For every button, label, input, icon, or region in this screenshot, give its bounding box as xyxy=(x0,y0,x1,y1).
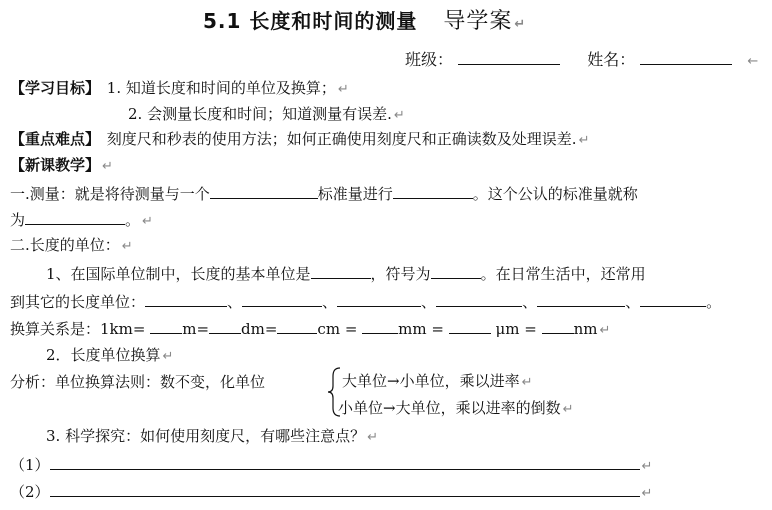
conv-nm: nm xyxy=(573,320,598,338)
conv-m: m= xyxy=(182,320,210,338)
name-blank[interactable] xyxy=(640,48,732,65)
conv-um: μm = xyxy=(495,320,537,338)
key-points-row xyxy=(10,129,589,151)
name-label: 姓名： xyxy=(587,50,636,69)
return-mark: ↵ xyxy=(337,82,349,97)
unit-blank-6[interactable] xyxy=(640,290,706,307)
end-mark: 。 xyxy=(706,293,722,311)
arrow-mark: ← xyxy=(747,54,759,69)
s3-analysis: 分析：单位换算法则：数不变，化单位 xyxy=(10,373,266,391)
s1-text-1: 一.测量：就是将待测量与一个 xyxy=(10,185,210,203)
s4-item-1-label: （1） xyxy=(10,456,50,474)
s4-item-2-blank[interactable] xyxy=(50,480,640,497)
s4-item-2-label: （2） xyxy=(10,483,50,501)
page-title xyxy=(203,8,526,34)
inquiry-heading xyxy=(46,426,378,448)
return-mark: ↵ xyxy=(121,239,133,254)
length-units-heading xyxy=(10,235,133,257)
length-q1-line-1 xyxy=(46,262,646,284)
conv-blank-nm[interactable] xyxy=(542,317,574,334)
rule-1-line xyxy=(342,371,532,393)
title-main: 5.1 长度和时间的测量 xyxy=(203,9,418,33)
return-mark: ↵ xyxy=(578,133,590,148)
s1-blank-1[interactable] xyxy=(210,182,318,199)
s3-rule-1: 大单位→小单位，乘以进率 xyxy=(342,372,520,390)
s2-q1-text-3: 。在日常生活中，还常用 xyxy=(480,265,646,283)
length-q1-line-2 xyxy=(10,290,721,312)
conv-blank-um[interactable] xyxy=(449,317,491,334)
unit-blank-5[interactable] xyxy=(537,290,625,307)
return-mark: ↵ xyxy=(562,402,574,417)
s1-text-5: 。 xyxy=(125,211,141,229)
sep: 、 xyxy=(625,293,641,311)
return-mark: ↵ xyxy=(162,349,174,364)
s4-heading: 3. 科学探究：如何使用刻度尺，有哪些注意点？ xyxy=(46,427,366,445)
measurement-def-line-1 xyxy=(10,182,638,204)
s1-text-4: 为 xyxy=(10,211,26,229)
s1-text-2: 标准量进行 xyxy=(317,185,393,203)
s2-q1-text-4: 到其它的长度单位： xyxy=(10,293,146,311)
return-mark: ↵ xyxy=(641,459,653,474)
key-points-text: 刻度尺和秒表的使用方法；如何正确使用刻度尺和正确读数及处理误差. xyxy=(106,130,577,148)
title-sub: 导学案 xyxy=(443,9,513,34)
goals-label: 【学习目标】 xyxy=(10,79,101,97)
unit-conversion-heading xyxy=(46,345,173,367)
new-lesson-row xyxy=(10,155,113,177)
s2-blank-unit[interactable] xyxy=(311,262,371,279)
sep: 、 xyxy=(421,293,437,311)
return-mark: ↵ xyxy=(142,214,153,229)
return-mark: ↵ xyxy=(521,375,533,390)
s3-heading: 2．长度单位换算 xyxy=(46,346,161,364)
return-mark: ↵ xyxy=(393,108,405,123)
new-lesson-label: 【新课教学】 xyxy=(10,156,101,174)
return-mark: ↵ xyxy=(514,17,527,32)
rule-2-line xyxy=(338,398,573,420)
conv-blank-mm[interactable] xyxy=(362,317,398,334)
return-mark: ↵ xyxy=(641,486,653,501)
return-mark: ↵ xyxy=(367,430,378,445)
goals-row-1 xyxy=(10,78,349,100)
class-blank[interactable] xyxy=(458,48,560,65)
s4-item-1-blank[interactable] xyxy=(50,453,640,470)
conv-blank-dm[interactable] xyxy=(209,317,241,334)
measurement-def-line-2 xyxy=(10,208,153,230)
s1-blank-2[interactable] xyxy=(393,182,473,199)
goal-item-2: 2. 会测量长度和时间；知道测量有误差. xyxy=(128,105,392,123)
conversion-line xyxy=(10,317,610,339)
conv-label: 换算关系是：1km= xyxy=(10,320,146,338)
unit-blank-2[interactable] xyxy=(242,290,322,307)
goals-row-2 xyxy=(128,104,405,126)
inquiry-item-2 xyxy=(10,480,652,502)
return-mark: ↵ xyxy=(102,159,113,174)
s2-blank-symbol[interactable] xyxy=(431,262,481,279)
sep: 、 xyxy=(322,293,338,311)
conv-mm: mm = xyxy=(398,320,444,338)
class-name-row xyxy=(405,48,758,70)
conv-blank-m[interactable] xyxy=(150,317,182,334)
analysis-line xyxy=(10,372,265,394)
s2-q1-text-1: 1、在国际单位制中，长度的基本单位是 xyxy=(46,265,311,283)
conv-cm: cm = xyxy=(317,320,358,338)
s2-q1-text-2: ，符号为 xyxy=(370,265,431,283)
unit-blank-4[interactable] xyxy=(436,290,522,307)
inquiry-item-1 xyxy=(10,453,652,475)
goal-item-1: 1. 知道长度和时间的单位及换算； xyxy=(106,79,336,97)
s1-text-3: 。这个公认的标准量就称 xyxy=(472,185,638,203)
s1-blank-3[interactable] xyxy=(25,208,125,225)
sep: 、 xyxy=(522,293,538,311)
sep: 、 xyxy=(227,293,243,311)
unit-blank-1[interactable] xyxy=(145,290,227,307)
unit-blank-3[interactable] xyxy=(337,290,421,307)
class-label: 班级： xyxy=(405,50,454,69)
conv-dm: dm= xyxy=(241,320,278,338)
s2-heading: 二.长度的单位： xyxy=(10,236,120,254)
conv-blank-cm[interactable] xyxy=(277,317,317,334)
s3-rule-2: 小单位→大单位，乘以进率的倒数 xyxy=(338,399,561,417)
key-points-label: 【重点难点】 xyxy=(10,130,101,148)
return-mark: ↵ xyxy=(599,323,611,338)
